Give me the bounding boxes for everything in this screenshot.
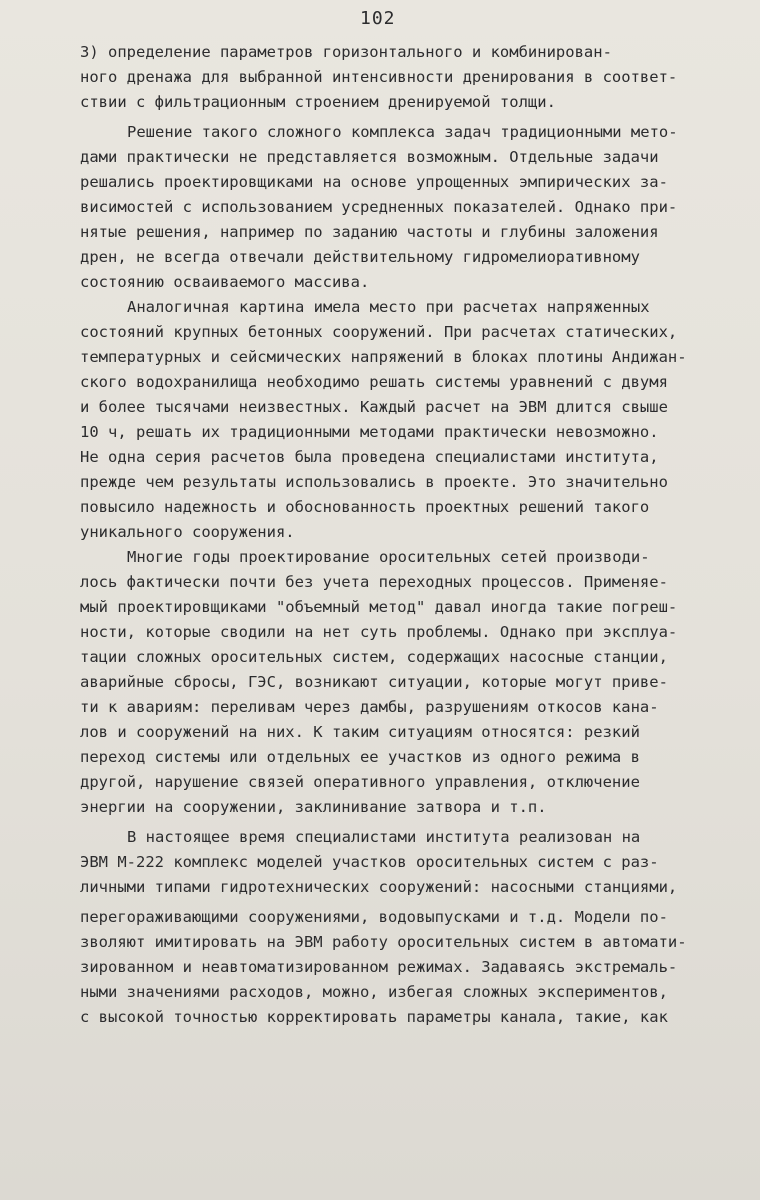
text-line: состоянию осваиваемого массива. <box>80 273 370 291</box>
text-line: 3) определение параметров горизонтального и комбинирован- <box>80 43 612 61</box>
text-line: ствии с фильтрационным строением дренируемой толщи. <box>80 93 556 111</box>
text-line: ЭВМ М-222 комплекс моделей участков оросительных систем с раз- <box>80 853 659 871</box>
text-line: с высокой точностью корректировать параметры канала, такие, как <box>80 1008 668 1026</box>
text-line: состояний крупных бетонных сооружений. При расчетах статических, <box>80 323 678 341</box>
text-line: и более тысячами неизвестных. Каждый расчет на ЭВМ длится свыше <box>80 398 668 416</box>
text-line: лов и сооружений на них. К таким ситуациям относятся: резкий <box>80 723 640 741</box>
text-line: 10 ч, решать их традиционными методами практически невозможно. <box>80 423 659 441</box>
text-line: Решение такого сложного комплекса задач традиционными мето- <box>127 123 678 141</box>
text-line: ными значениями расходов, можно, избегая сложных экспериментов, <box>80 983 668 1001</box>
text-line: висимостей с использованием усредненных показателей. Однако при- <box>80 198 678 216</box>
text-line: тации сложных оросительных систем, содержащих насосные станции, <box>80 648 668 666</box>
text-line: В настоящее время специалистами института реализован на <box>127 828 641 846</box>
text-line: перегораживающими сооружениями, водовыпусками и т.д. Модели по- <box>80 908 668 926</box>
text-line: энергии на сооружении, заклинивание затвора и т.п. <box>80 798 547 816</box>
text-line: дрен, не всегда отвечали действительному гидромелиоративному <box>80 248 640 266</box>
text-line: уникального сооружения. <box>80 523 295 541</box>
text-line: переход системы или отдельных ее участков из одного режима в <box>80 748 640 766</box>
text-line: ности, которые сводили на нет суть проблемы. Однако при эксплуа- <box>80 623 678 641</box>
text-line: лось фактически почти без учета переходных процессов. Применяе- <box>80 573 668 591</box>
text-line: Многие годы проектирование оросительных сетей производи- <box>127 548 650 566</box>
text-line: ного дренажа для выбранной интенсивности дренирования в соответ- <box>80 68 678 86</box>
page-number: 102 <box>360 8 396 29</box>
text-line: личными типами гидротехнических сооружений: насосными станциями, <box>80 878 678 896</box>
text-line: решались проектировщиками на основе упрощенных эмпирических за- <box>80 173 668 191</box>
text-line: повысило надежность и обоснованность проектных решений такого <box>80 498 650 516</box>
text-line: аварийные сбросы, ГЭС, возникают ситуации, которые могут приве- <box>80 673 668 691</box>
text-line: прежде чем результаты использовались в проекте. Это значительно <box>80 473 668 491</box>
text-line: дами практически не представляется возможным. Отдельные задачи <box>80 148 659 166</box>
text-line: зированном и неавтоматизированном режимах. Задаваясь экстремаль- <box>80 958 678 976</box>
text-line: ского водохранилища необходимо решать системы уравнений с двумя <box>80 373 668 391</box>
text-line: нятые решения, например по заданию частоты и глубины заложения <box>80 223 659 241</box>
text-line: Аналогичная картина имела место при расчетах напряженных <box>127 298 650 316</box>
text-line: ти к авариям: переливам через дамбы, разрушениям откосов кана- <box>80 698 659 716</box>
text-line: температурных и сейсмических напряжений в блоках плотины Андижан- <box>80 348 687 366</box>
text-line: Не одна серия расчетов была проведена специалистами института, <box>80 448 659 466</box>
text-line: мый проектировщиками "объемный метод" давал иногда такие погреш- <box>80 598 678 616</box>
text-line: другой, нарушение связей оперативного управления, отключение <box>80 773 640 791</box>
text-line: зволяют имитировать на ЭВМ работу оросительных систем в автомати- <box>80 933 687 951</box>
